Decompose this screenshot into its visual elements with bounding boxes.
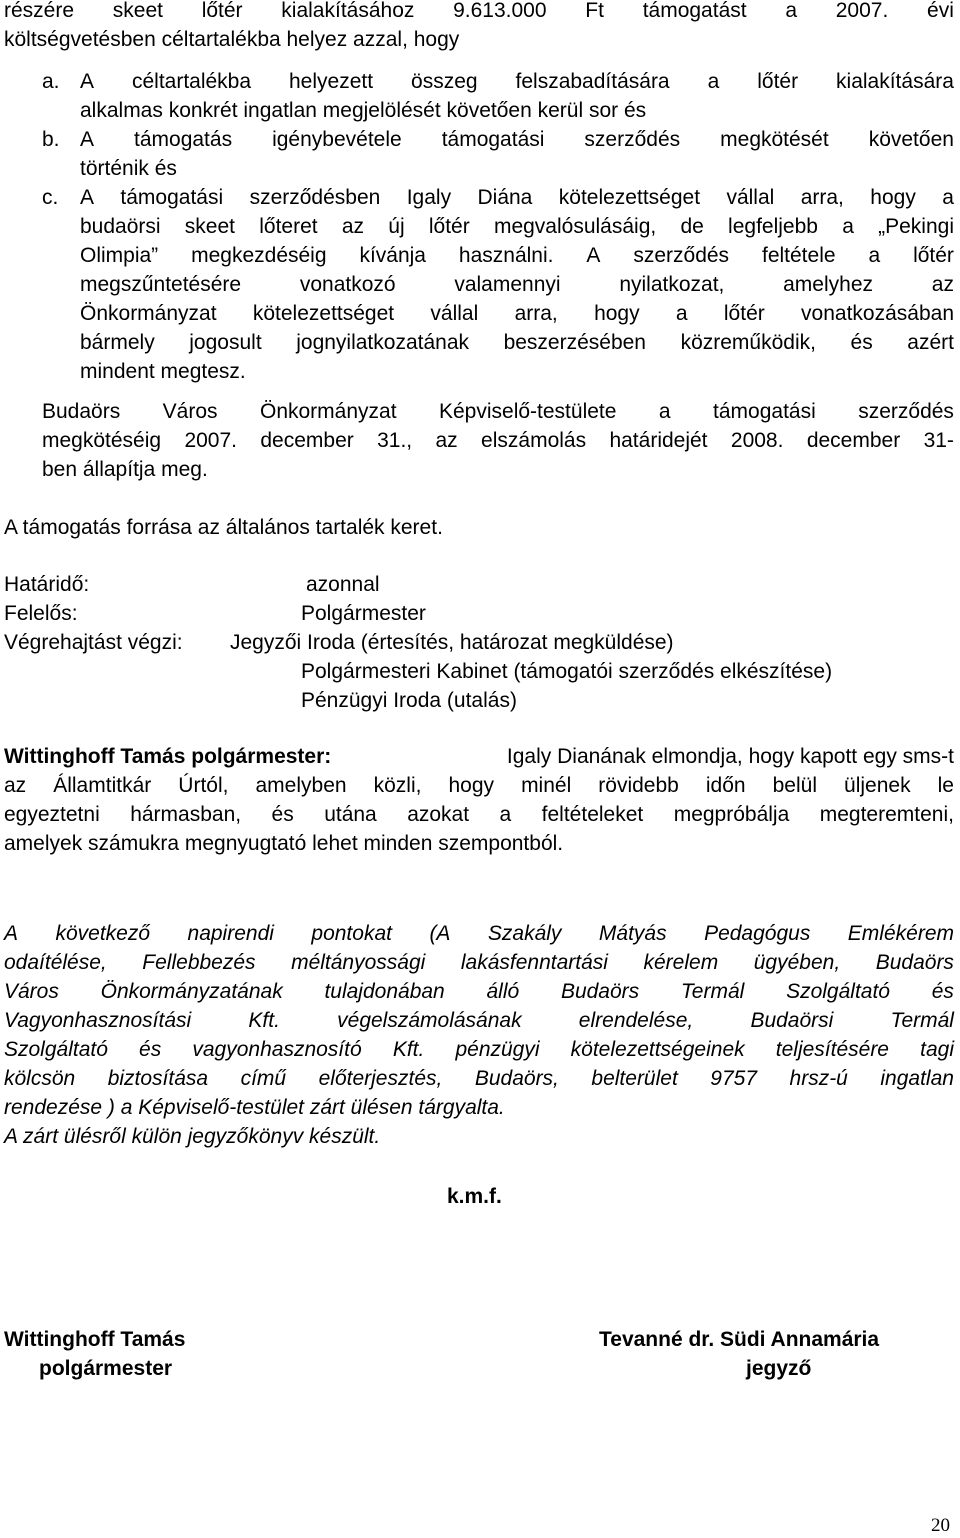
word: az xyxy=(931,273,954,296)
word: amelyhez xyxy=(783,273,874,296)
word: ügyében, xyxy=(753,951,841,974)
word: a xyxy=(675,302,688,325)
word: vonatkozásában xyxy=(801,302,954,325)
word: Önkormányzatának xyxy=(100,980,283,1003)
word: új xyxy=(388,215,405,238)
word: ingatlan xyxy=(880,1067,954,1090)
list-c-line-2 xyxy=(80,215,954,239)
word: 2007. xyxy=(835,0,889,22)
word: A xyxy=(80,70,95,93)
word: méltányossági xyxy=(291,951,426,974)
word: hogy xyxy=(870,186,916,209)
word: következő xyxy=(55,922,151,945)
word: vagyonhasznosító xyxy=(192,1038,362,1061)
list-c-line-3 xyxy=(80,244,954,268)
word: a xyxy=(842,215,854,238)
speech-line-2 xyxy=(4,774,954,798)
word: igénybevétele xyxy=(272,128,402,151)
word: hogy xyxy=(594,302,640,325)
word: legfeljebb xyxy=(728,215,818,238)
word: (A xyxy=(429,922,451,945)
responsible-label: Felelős: xyxy=(4,602,78,625)
word: részére xyxy=(4,0,75,22)
word: lőtér xyxy=(913,244,954,267)
word: az xyxy=(341,215,365,238)
word: megkezdéséig xyxy=(191,244,327,267)
word: valamennyi xyxy=(454,273,561,296)
word: előterjesztés, xyxy=(318,1067,443,1090)
word: kötelezettségeinek xyxy=(570,1038,745,1061)
word: elrendelése, xyxy=(578,1009,694,1032)
closed-session-line-5 xyxy=(4,1038,954,1062)
word: az xyxy=(4,774,27,797)
word: szerződésben xyxy=(249,186,381,209)
word: helyezett xyxy=(289,70,374,93)
list-marker-a: a. xyxy=(42,70,60,93)
signature-right-name: Tevanné dr. Südi Annamária xyxy=(599,1328,880,1351)
word: a xyxy=(942,186,954,209)
closed-session-line-8: A zárt ülésről külön jegyzőkönyv készült. xyxy=(4,1125,381,1148)
word: A xyxy=(80,128,95,151)
list-marker-c: c. xyxy=(42,186,59,209)
word: arra, xyxy=(800,186,844,209)
word: jogosult xyxy=(189,331,262,354)
word: A xyxy=(80,186,95,209)
word: beszerzésében xyxy=(503,331,646,354)
kmf-mark: k.m.f. xyxy=(447,1185,502,1208)
word: Mátyás xyxy=(598,922,667,945)
intro-line-2: költségvetésben céltartalékba helyez azzal, hogy xyxy=(4,28,460,51)
word: Ft xyxy=(585,0,604,22)
word: 2007. xyxy=(184,429,237,452)
word: feltételeket xyxy=(541,803,644,826)
word: napirendi xyxy=(187,922,274,945)
word: A xyxy=(4,922,19,945)
page-number: 20 xyxy=(931,1515,950,1536)
word: de xyxy=(680,215,704,238)
word: támogatás xyxy=(134,128,233,151)
word: a xyxy=(707,70,720,93)
word: pontokat xyxy=(311,922,392,945)
closed-session-line-1 xyxy=(4,922,954,946)
signature-left-name: Wittinghoff Tamás xyxy=(4,1328,186,1351)
word: azért xyxy=(907,331,954,354)
word: támogatási xyxy=(713,400,816,423)
word: Önkormányzat xyxy=(80,302,217,325)
word: Kft. xyxy=(248,1009,280,1032)
word: megpróbálja xyxy=(673,803,790,826)
word: követően xyxy=(868,128,954,151)
speech-line-4: amelyek számukra megnyugtató lehet minden szempontból. xyxy=(4,832,564,855)
signature-right-title: jegyző xyxy=(746,1357,812,1380)
word: bármely xyxy=(80,331,155,354)
responsible-value: Polgármester xyxy=(301,602,426,625)
word: A xyxy=(586,244,601,267)
executor-item: Polgármesteri Kabinet (támogatói szerződés elkészítése) xyxy=(301,660,833,683)
word: megteremteni, xyxy=(819,803,954,826)
list-marker-b: b. xyxy=(42,128,60,151)
deadline-label: Határidő: xyxy=(4,573,90,596)
word: tulajdonában xyxy=(324,980,445,1003)
word: december xyxy=(260,429,354,452)
word: megszűntetésére xyxy=(80,273,242,296)
word: Fellebbezés xyxy=(142,951,256,974)
word: feltétele xyxy=(761,244,836,267)
word: lőtér xyxy=(201,0,243,22)
word: december xyxy=(806,429,901,452)
word: hrsz-ú xyxy=(789,1067,848,1090)
executor-item: Jegyzői Iroda (értesítés, határozat megküldése) xyxy=(230,631,674,654)
word: megkötéséig xyxy=(42,429,162,452)
word: Képviselő-testülete xyxy=(439,400,617,423)
executor-label: Végrehajtást végzi: xyxy=(4,631,183,654)
word: használni. xyxy=(458,244,554,267)
word: Budaörsi xyxy=(750,1009,834,1032)
word: 31., xyxy=(377,429,413,452)
word: a xyxy=(658,400,671,423)
word: szerződés xyxy=(584,128,681,151)
speech-line-1 xyxy=(4,745,954,769)
word: támogatási xyxy=(441,128,545,151)
word: Kft. xyxy=(392,1038,425,1061)
word: belül xyxy=(772,774,817,797)
closed-session-line-7: rendezése ) a Képviselő-testület zárt ülésen tárgyalta. xyxy=(4,1096,505,1119)
word: Város xyxy=(4,980,59,1003)
closed-session-line-6 xyxy=(4,1067,954,1091)
word: tagi xyxy=(920,1038,954,1061)
word: Budaörs xyxy=(560,980,640,1003)
word: skeet xyxy=(184,215,235,238)
word: üljenek xyxy=(844,774,911,797)
word: egyeztetni xyxy=(4,803,100,826)
deadline-para-line-1 xyxy=(42,400,954,424)
closed-session-line-4 xyxy=(4,1009,954,1033)
word: és xyxy=(139,1038,162,1061)
word: támogatást xyxy=(642,0,747,22)
deadline-para-line-2 xyxy=(42,429,954,453)
word: álló xyxy=(486,980,520,1003)
word: a xyxy=(785,0,798,22)
word: biztosítása xyxy=(107,1067,209,1090)
word: Szolgáltató xyxy=(4,1038,108,1061)
word: vállal xyxy=(726,186,775,209)
word: Úrtól, xyxy=(178,774,229,797)
word: határidejét xyxy=(609,429,708,452)
word: „Pekingi xyxy=(878,215,954,238)
funding-source: A támogatás forrása az általános tartalék keret. xyxy=(4,516,443,539)
word: Termál xyxy=(890,1009,954,1032)
list-c-line-7: mindent megtesz. xyxy=(80,360,246,383)
word: le xyxy=(937,774,954,797)
speech-line-3 xyxy=(4,803,954,827)
word: Város xyxy=(162,400,218,423)
word: pénzügyi xyxy=(455,1038,540,1061)
word: Önkormányzat xyxy=(259,400,397,423)
word: minél xyxy=(521,774,572,797)
word: időn xyxy=(705,774,746,797)
word: arra, xyxy=(514,302,558,325)
word: skeet xyxy=(112,0,163,22)
word: utána xyxy=(324,803,377,826)
list-b-line-2: történik és xyxy=(80,157,177,180)
closed-session-line-3 xyxy=(4,980,954,1004)
word: megvalósulásáig, xyxy=(493,215,657,238)
word: Termál xyxy=(680,980,745,1003)
word: Emlékérem xyxy=(847,922,954,945)
word: Szolgáltató xyxy=(786,980,890,1003)
word: szerződés xyxy=(858,400,954,423)
word: támogatási xyxy=(120,186,224,209)
word: a xyxy=(499,803,512,826)
word: 9757 xyxy=(710,1067,758,1090)
word: kialakításához xyxy=(281,0,415,22)
list-c-line-1 xyxy=(80,186,954,210)
word: nyilatkozat, xyxy=(619,273,725,296)
word: az xyxy=(435,429,458,452)
word: Államtitkár xyxy=(53,774,152,797)
word: azokat xyxy=(407,803,470,826)
word: kérelem xyxy=(643,951,719,974)
word: közreműködik, xyxy=(680,331,816,354)
word: felszabadítására xyxy=(515,70,670,93)
word: Diána xyxy=(477,186,533,209)
deadline-value: azonnal xyxy=(306,573,380,596)
list-c-line-6 xyxy=(80,331,954,355)
word: teljesítésére xyxy=(775,1038,889,1061)
word: vállal xyxy=(430,302,479,325)
word: kívánja xyxy=(359,244,426,267)
word: lőteret xyxy=(259,215,318,238)
word: és xyxy=(931,980,954,1003)
word: című xyxy=(240,1067,287,1090)
word: közli, xyxy=(373,774,422,797)
word: céltartalékba xyxy=(131,70,252,93)
word: kölcsön xyxy=(4,1067,76,1090)
word: Olimpia” xyxy=(80,244,159,267)
word: szerződés xyxy=(633,244,730,267)
word: lakásfenntartási xyxy=(460,951,608,974)
list-c-line-4 xyxy=(80,273,954,297)
word: Budaörs xyxy=(875,951,954,974)
word: rövidebb xyxy=(598,774,679,797)
word: budaörsi xyxy=(80,215,161,238)
word: évi xyxy=(927,0,954,22)
word: odaítélése, xyxy=(4,951,107,974)
word: végelszámolásának xyxy=(337,1009,522,1032)
list-a-line-2: alkalmas konkrét ingatlan megjelölését követően kerül sor és xyxy=(80,99,647,122)
word: és xyxy=(271,803,294,826)
word: hármasban, xyxy=(130,803,242,826)
word: megkötését xyxy=(720,128,829,151)
word: Budaörs xyxy=(42,400,121,423)
word: Igaly xyxy=(406,186,452,209)
word: elszámolás xyxy=(481,429,587,452)
signature-left-title: polgármester xyxy=(39,1357,173,1380)
word: kötelezettséget xyxy=(558,186,701,209)
word: belterület xyxy=(591,1067,678,1090)
intro-line-1 xyxy=(4,0,954,23)
word: kötelezettséget xyxy=(252,302,395,325)
list-c-line-5 xyxy=(80,302,954,326)
executor-item: Pénzügyi Iroda (utalás) xyxy=(301,689,517,712)
word: és xyxy=(850,331,873,354)
list-a-line-1 xyxy=(80,70,954,94)
word: vonatkozó xyxy=(299,273,396,296)
speaker-name: Wittinghoff Tamás polgármester: xyxy=(4,745,332,768)
list-b-line-1 xyxy=(80,128,954,152)
word: Budaörs, xyxy=(474,1067,559,1090)
word: Szakály xyxy=(487,922,562,945)
word: 9.613.000 xyxy=(453,0,547,22)
word: Pedagógus xyxy=(704,922,811,945)
word: összeg xyxy=(411,70,478,93)
word: 2008. xyxy=(730,429,784,452)
word: jognyilatkozatának xyxy=(296,331,469,354)
word: hogy xyxy=(448,774,495,797)
word: lőtér xyxy=(757,70,799,93)
speech-text: Igaly Dianának elmondja, hogy kapott egy sms-t xyxy=(506,745,954,768)
word: lőtér xyxy=(723,302,765,325)
word: amelyben xyxy=(255,774,347,797)
closed-session-line-2 xyxy=(4,951,954,975)
word: 31- xyxy=(923,429,954,452)
word: a xyxy=(868,244,881,267)
word: lőtér xyxy=(428,215,470,238)
word: Vagyonhasznosítási xyxy=(4,1009,192,1032)
word: kialakítására xyxy=(836,70,954,93)
deadline-para-line-3: ben állapítja meg. xyxy=(42,458,208,481)
